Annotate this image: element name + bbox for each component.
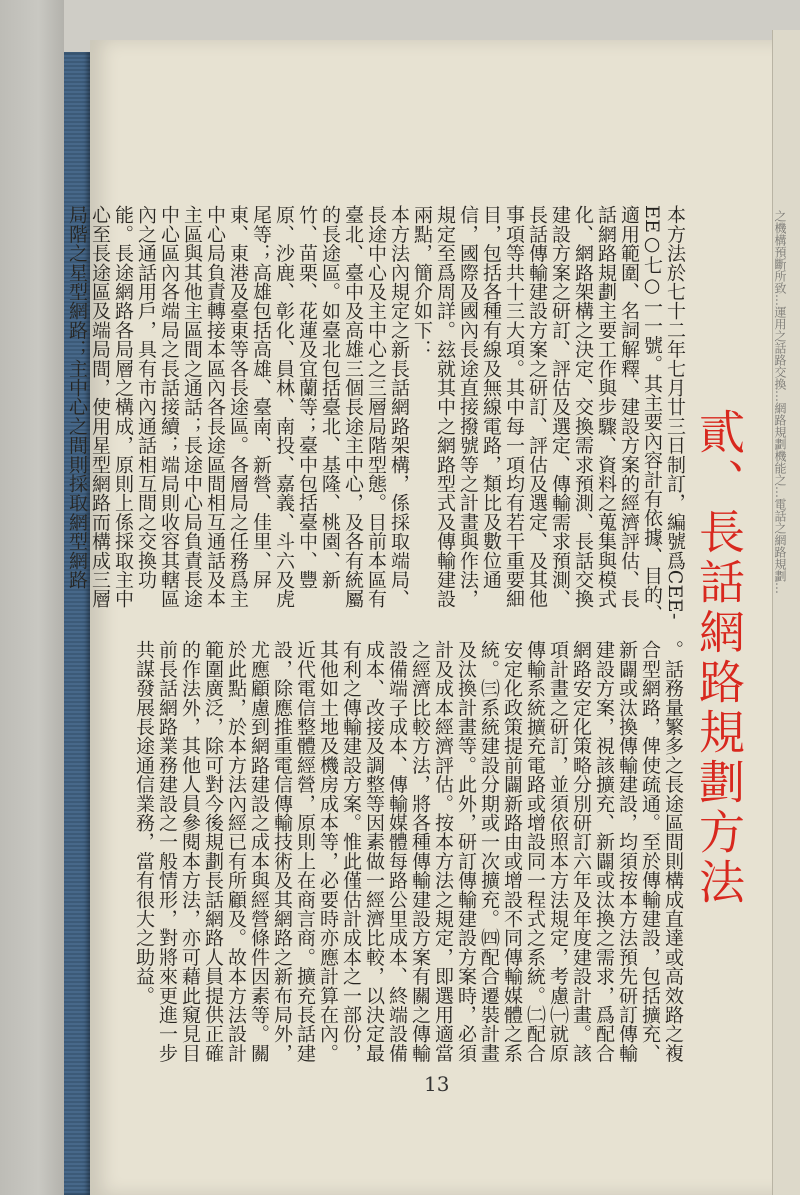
adjacent-page-edge <box>772 30 800 1195</box>
page-number: 13 <box>424 1072 450 1096</box>
paragraph-network-architecture: 本方法內規定之新長話網路架構，係採取端局、長途中心及主中心之三層局階型態。目前本區有臺北、臺中及高雄三個長途主中心，及各有統屬的長途區。如臺北包括臺北、基隆、桃園、新竹、苗栗、花蓮及宜蘭等；臺中包括臺中、豐原、沙鹿、彰化、員林、南投、嘉義、斗六及虎尾等；高雄包括高雄、臺南、新營、佳里、屏東、東港及臺東等各長途區。各層局之任務爲主中心局負責轉接本區內各長途區間相互通話及本主區與其他主區間之通話；長途中心局負責長途中心區內各端局之長話接續；端局則收容其轄區內之通話用戶，具有市內通話相互間之交換功能。長途網路各局層之構成，原則上係採取主中心至長途區及端局間，使用星型網路而構成三層局階之星型網路；主中心之間則採取網型網路 <box>66 205 410 609</box>
adjacent-page-text: 之機構預斷所致…運用之話路交換…網路規劃機能之…電話之網路規劃… <box>773 210 787 594</box>
section-title: 貳、長話網路規劃方法 <box>692 408 746 908</box>
paragraph-conclusion: 近代電信整體經營，原則上在商言商。擴充長話建設，除應推重電信傳輸技術及其網路之新布局外，尤應顧慮到網路建設之成本與經營條件因素等。關於此點，於本方法內經已有所顧及。故本方法設計範圍廣泛，除可對今後規劃長話網路人員提供正確的作法外，其他人員參閱本方法，亦可藉此窺見目前長話網路業務建設之一般情形，對將來更進一步共謀發展長途通信業務，當有很大之助益。 <box>133 640 316 1063</box>
paragraph-overview: 本方法於七十二年七月廿三日制訂，編號爲CEE-EE○七○一一號。其主要內容計有依據、目的、適用範圍、名詞解釋、建設方案的經濟評估、長話網路規劃主要工作與步驟、資料之蒐集與模式化、網路架構之決定、交換需求預測、長話交換建設方案之研訂、評估及選定、傳輸需求預測、長話傳輸建設方案之研訂、評估及選定、及其他事項等共十三大項。其中每一項均有若干重要細目，包括各種有線及無線電路，類比及數位通信，國際及國內長途直接撥號等之計畫與作法，規定至爲周詳。玆就其中之網路型式及傳輸建設兩點，簡介如下： <box>411 205 686 624</box>
scan-background-margin <box>0 0 64 1195</box>
body-text-top-block <box>66 205 686 627</box>
body-text-bottom-block <box>133 640 684 1070</box>
paragraph-transmission-construction: 。話務量繁多之長途區間則構成直達或高效路之複合型網路，俾使疏通。至於傳輸建設，包括擴充、新闢或汰換傳輸建設，均須按本方法預先研訂傳輸建設方案，視該擴充、新闢或汰換之需求，爲配合網路安定化策略分別研訂六年及年度建設計畫。該項計畫之研訂，並須依照本方法規定，考慮㈠就原傳輸系統擴充電路或增設同一程式之系統。㈡配合安定化政策提前闢新路由或增設不同傳輸媒體之系統。㈢系統建設分期或一次擴充。㈣配合遷裝計畫及汰換計畫等。此外，研訂傳輸建設方案時，必須計及成本經濟評估。按本方法之規定，即選用適當之經濟比較方法，將各種傳輸建設方案有關之傳輸設備端子成本、傳輸媒體每路公里成本、終端設備成本、改接及調整等因素做一經濟比較，以決定最有利之傳輸建設方案。惟此僅估計成本之一部份，其他如土地及機房成本等，必要時亦應計算在內。 <box>317 640 684 1063</box>
